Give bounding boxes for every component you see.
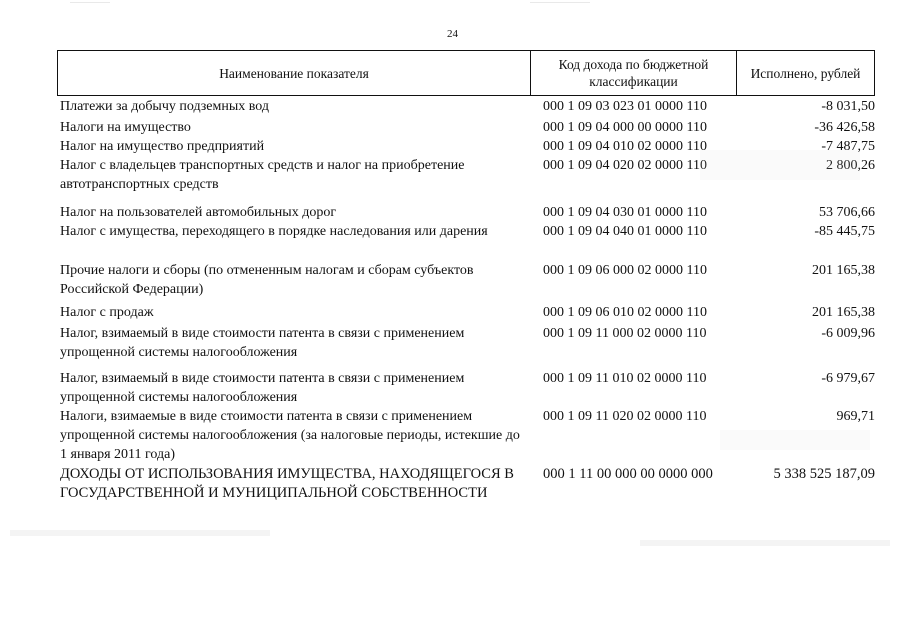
row-name: Налог с владельцев транспортных средств и налог на приобретение автотранспортных средств bbox=[60, 158, 465, 192]
row-value: -6 009,96 bbox=[821, 326, 875, 341]
scan-artifact bbox=[700, 150, 860, 180]
row-name: ДОХОДЫ ОТ ИСПОЛЬЗОВАНИЯ ИМУЩЕСТВА, НАХОДЯЩЕГОСЯ В ГОСУДАРСТВЕННОЙ И МУНИЦИПАЛЬНОЙ СОБСТВЕННОСТИ bbox=[60, 466, 514, 501]
header-name-column: Наименование показателя bbox=[58, 51, 531, 95]
row-name: Налог, взимаемый в виде стоимости патента в связи с применением упрощенной системы налогообложения bbox=[60, 371, 465, 405]
row-value: 969,71 bbox=[836, 409, 875, 424]
row-name: Налог с имущества, переходящего в порядке наследования или дарения bbox=[60, 224, 488, 239]
page-number: 24 bbox=[447, 28, 458, 40]
row-value: 201 165,38 bbox=[812, 263, 875, 278]
row-name: Налог с продаж bbox=[60, 305, 154, 320]
row-code: 000 1 09 06 010 02 0000 110 bbox=[543, 305, 707, 320]
header-code-column: Код дохода по бюджетной классификации bbox=[531, 51, 737, 95]
scan-artifact bbox=[70, 2, 110, 3]
row-value: 5 338 525 187,09 bbox=[773, 466, 875, 482]
row-value: 201 165,38 bbox=[812, 305, 875, 320]
row-code: 000 1 09 04 020 02 0000 110 bbox=[543, 158, 707, 173]
row-code: 000 1 09 06 000 02 0000 110 bbox=[543, 263, 707, 278]
row-value: -8 031,50 bbox=[821, 99, 875, 114]
row-value: -7 487,75 bbox=[821, 139, 875, 154]
scan-artifact bbox=[10, 530, 270, 536]
row-code: 000 1 11 00 000 00 0000 000 bbox=[543, 466, 713, 482]
row-name: Налог на имущество предприятий bbox=[60, 139, 265, 154]
table-header bbox=[57, 50, 875, 96]
row-code: 000 1 09 04 030 01 0000 110 bbox=[543, 205, 707, 220]
row-value: -85 445,75 bbox=[814, 224, 875, 239]
row-value: 2 800,26 bbox=[826, 158, 875, 173]
scan-artifact bbox=[720, 430, 870, 450]
header-done-column: Исполнено, рублей bbox=[750, 65, 861, 81]
row-code: 000 1 09 04 010 02 0000 110 bbox=[543, 139, 707, 154]
row-code: 000 1 09 11 000 02 0000 110 bbox=[543, 326, 707, 341]
row-code: 000 1 09 11 010 02 0000 110 bbox=[543, 371, 707, 386]
row-name: Прочие налоги и сборы (по отмененным налогам и сборам субъектов Российской Федерации) bbox=[60, 263, 474, 297]
row-value: 53 706,66 bbox=[819, 205, 875, 220]
row-value: -6 979,67 bbox=[821, 371, 875, 386]
scan-artifact bbox=[640, 540, 890, 546]
scan-artifact bbox=[530, 2, 590, 3]
row-name: Налоги, взимаемые в виде стоимости патента в связи с применением упрощенной системы налогообложения (за налоговые периоды, истекшие до 1 января 2011 года) bbox=[60, 409, 520, 462]
row-name: Налог, взимаемый в виде стоимости патента в связи с применением упрощенной системы налогообложения bbox=[60, 326, 465, 360]
row-code: 000 1 09 04 040 01 0000 110 bbox=[543, 224, 707, 239]
row-name: Платежи за добычу подземных вод bbox=[60, 99, 270, 114]
row-code: 000 1 09 04 000 00 0000 110 bbox=[543, 120, 707, 135]
row-code: 000 1 09 03 023 01 0000 110 bbox=[543, 99, 707, 114]
row-code: 000 1 09 11 020 02 0000 110 bbox=[543, 409, 707, 424]
row-name: Налог на пользователей автомобильных дорог bbox=[60, 205, 337, 220]
row-name: Налоги на имущество bbox=[60, 120, 191, 135]
row-value: -36 426,58 bbox=[814, 120, 875, 135]
